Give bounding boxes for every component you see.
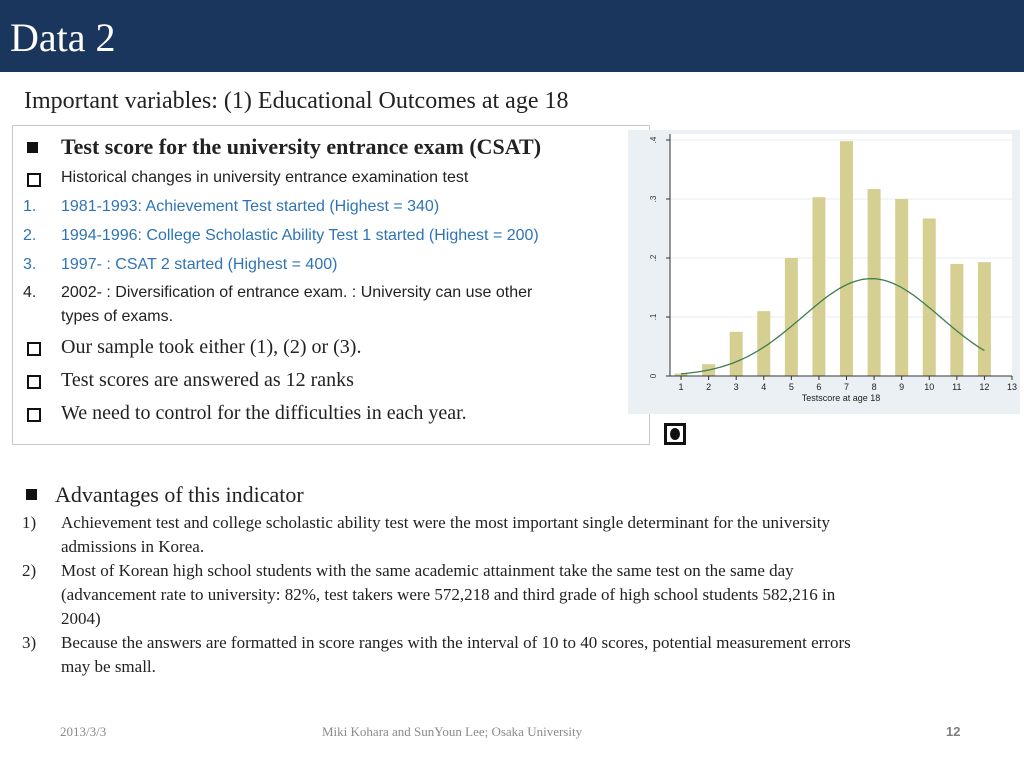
- histogram-chart: [628, 130, 1020, 414]
- content-box: [12, 125, 650, 445]
- bullet-ranks: Test scores are answered as 12 ranks: [61, 369, 354, 391]
- bar: [812, 197, 825, 376]
- advantage-2-line3: 2004): [61, 609, 101, 628]
- history-num-2: 2.: [23, 227, 37, 244]
- chart-svg: [628, 130, 1020, 414]
- slide-subtitle: Important variables: (1) Educational Outcomes at age 18: [24, 88, 569, 114]
- box-heading: Test score for the university entrance exam (CSAT): [61, 134, 542, 159]
- x-axis-label: Testscore at age 18: [801, 393, 881, 403]
- advantage-2-line1: Most of Korean high school students with the same academic attainment take the same test on the same day: [61, 561, 794, 580]
- history-title: Historical changes in university entrance examination test: [61, 169, 469, 186]
- x-tick-label: 1: [678, 382, 684, 392]
- advantage-num-3: 3): [22, 633, 37, 652]
- bullet-difficulty: We need to control for the difficulties in each year.: [61, 402, 467, 424]
- history-num-3: 3.: [23, 256, 37, 273]
- x-tick-label: 13: [1006, 382, 1018, 392]
- history-num-4: 4.: [23, 284, 37, 301]
- x-tick-label: 6: [816, 382, 822, 392]
- footer-date: 2013/3/3: [60, 724, 107, 739]
- x-tick-label: 4: [761, 382, 767, 392]
- advantage-3-line1: Because the answers are formatted in score ranges with the interval of 10 to 40 scores, potential measurement errors: [61, 633, 851, 652]
- history-item-1: 1981-1993: Achievement Test started (Highest = 340): [61, 198, 440, 215]
- bar: [923, 218, 936, 376]
- x-tick-label: 7: [844, 382, 850, 392]
- bullet-sample: Our sample took either (1), (2) or (3).: [61, 336, 362, 358]
- page-number: 12: [946, 724, 961, 739]
- advantages-heading: Advantages of this indicator: [55, 482, 304, 507]
- x-tick-label: 9: [899, 382, 905, 392]
- y-tick-label: .4: [649, 136, 658, 144]
- x-tick-label: 10: [924, 382, 935, 392]
- bar: [978, 262, 991, 376]
- slide-title: Data 2: [10, 15, 116, 60]
- y-tick-label: .1: [649, 313, 658, 321]
- x-tick-label: 11: [952, 382, 962, 392]
- title-bar: [0, 0, 1024, 72]
- control-icon-dot: [670, 428, 680, 440]
- history-item-2: 1994-1996: College Scholastic Ability Test 1 started (Highest = 200): [61, 227, 539, 244]
- history-item-4-line2: types of exams.: [61, 308, 174, 325]
- y-tick-label: 0: [649, 373, 658, 379]
- history-item-3: 1997- : CSAT 2 started (Highest = 400): [61, 256, 338, 273]
- filled-square-bullet-icon: [27, 142, 38, 153]
- y-tick-label: .2: [649, 254, 658, 262]
- hollow-square-bullet-icon: [27, 375, 41, 389]
- hollow-square-bullet-icon: [27, 408, 41, 422]
- bar: [868, 189, 881, 376]
- bar: [950, 264, 963, 376]
- advantage-num-1: 1): [22, 513, 37, 532]
- x-tick-label: 3: [733, 382, 739, 392]
- advantage-1-line1: Achievement test and college scholastic ability test were the most important single determinant for the university: [61, 513, 831, 532]
- y-tick-label: .3: [649, 195, 658, 203]
- speaker-control-icon[interactable]: [664, 423, 686, 445]
- x-tick-label: 8: [871, 382, 877, 392]
- advantage-1-line2: admissions in Korea.: [61, 537, 205, 556]
- footer-authors: Miki Kohara and SunYoun Lee; Osaka University: [322, 724, 583, 739]
- hollow-square-bullet-icon: [27, 173, 41, 187]
- bar: [840, 141, 853, 376]
- history-num-1: 1.: [23, 198, 37, 215]
- advantage-num-2: 2): [22, 561, 37, 580]
- history-item-4-line1: 2002- : Diversification of entrance exam. : University can use other: [61, 284, 533, 301]
- hollow-square-bullet-icon: [27, 342, 41, 356]
- filled-square-bullet-icon: [26, 489, 37, 500]
- bar: [730, 332, 743, 376]
- x-tick-label: 2: [706, 382, 712, 392]
- advantage-3-line2: may be small.: [61, 657, 156, 676]
- x-tick-label: 5: [788, 382, 794, 392]
- bar: [785, 258, 798, 376]
- advantage-2-line2: (advancement rate to university: 82%, test takers were 572,218 and third grade of high school students 582,216 in: [61, 585, 836, 604]
- x-tick-label: 12: [979, 382, 990, 392]
